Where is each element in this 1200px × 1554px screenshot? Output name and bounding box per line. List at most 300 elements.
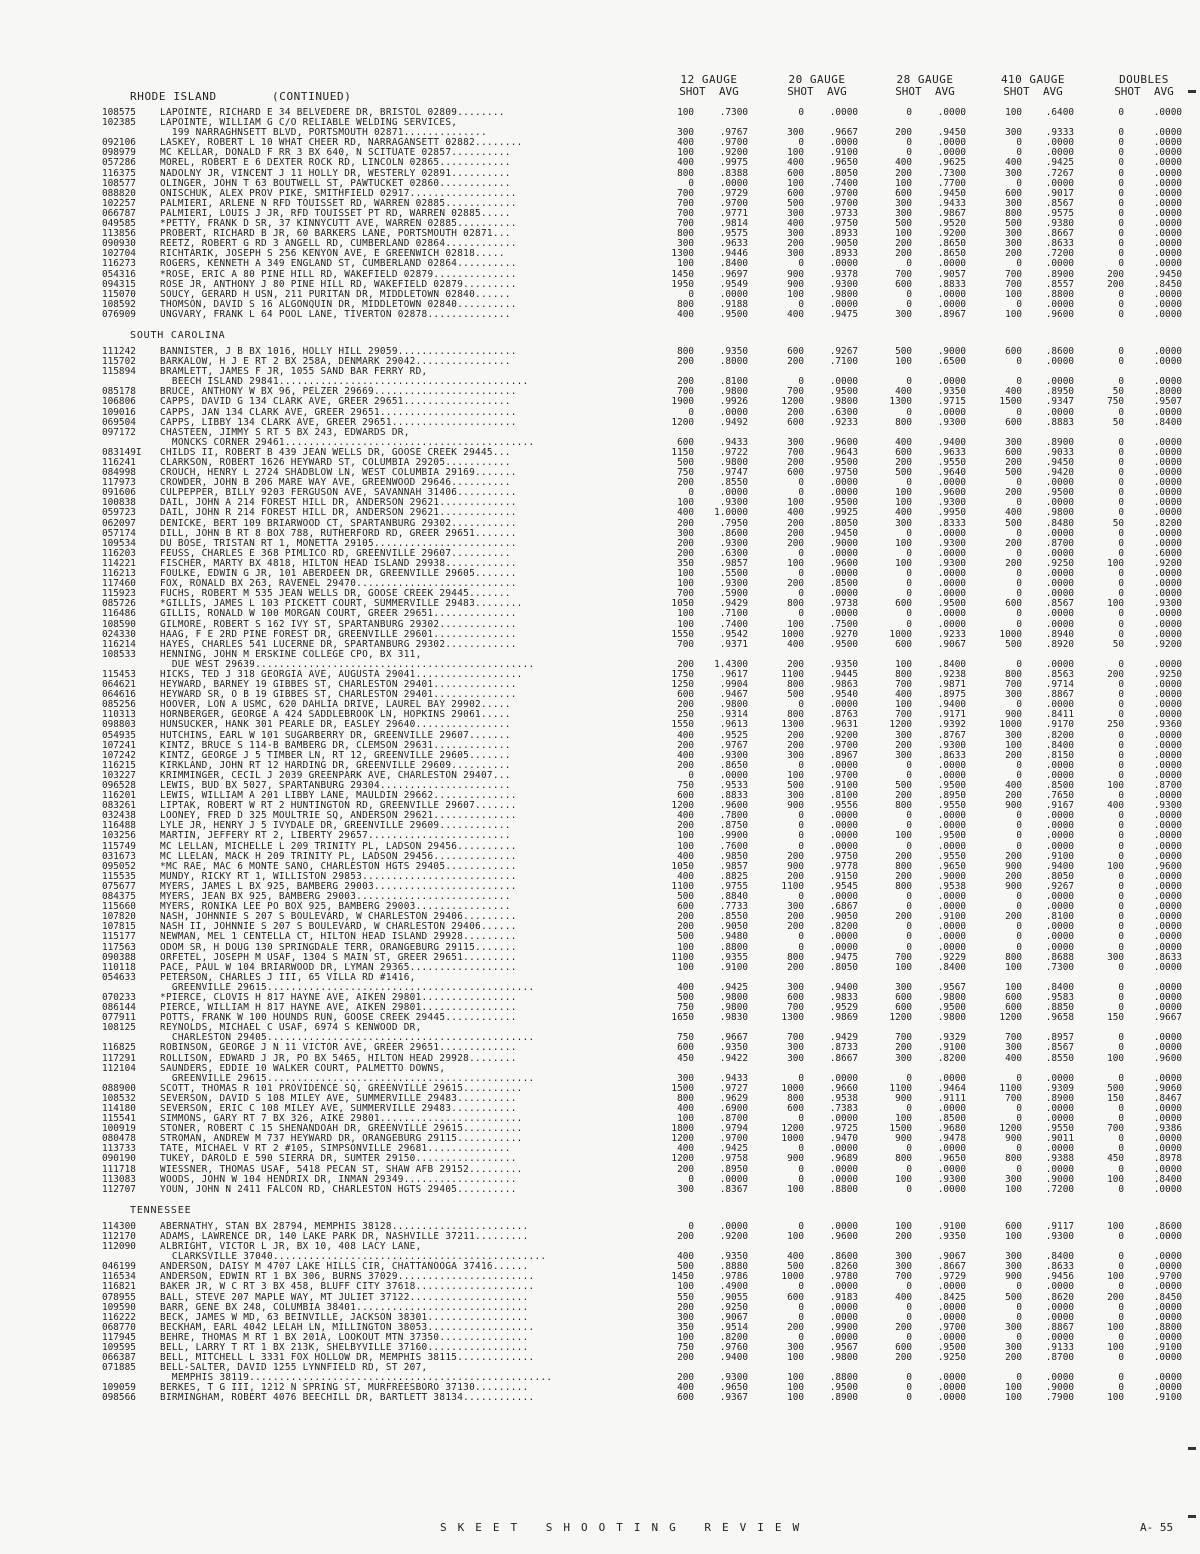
shot-410-gauge: 600 bbox=[1005, 345, 1022, 357]
shot-20-gauge: 0 bbox=[798, 258, 804, 270]
shot-doubles: 750 bbox=[1107, 396, 1124, 408]
avg-410-gauge: .0000 bbox=[1045, 147, 1074, 159]
avg-doubles: .0000 bbox=[1153, 991, 1182, 1003]
shot-doubles: 100 bbox=[1107, 780, 1124, 791]
shot-12-gauge: 400 bbox=[677, 1143, 694, 1155]
avg-410-gauge: .9000 bbox=[1045, 1382, 1074, 1394]
avg-410-gauge: .9425 bbox=[1045, 157, 1074, 169]
shot-12-gauge: 350 bbox=[677, 557, 694, 569]
shot-avg-label: SHOT AVG bbox=[679, 85, 739, 98]
avg-410-gauge: .0000 bbox=[1045, 1072, 1074, 1084]
avg-28-gauge: .0000 bbox=[937, 137, 966, 149]
shot-12-gauge: 500 bbox=[677, 891, 694, 903]
member-id: 109534 bbox=[102, 537, 136, 549]
avg-12-gauge: .9700 bbox=[719, 137, 748, 149]
shot-28-gauge: 0 bbox=[906, 1183, 912, 1195]
avg-12-gauge: .9355 bbox=[719, 951, 748, 963]
shot-28-gauge: 0 bbox=[906, 1382, 912, 1394]
member-name-address: LOONEY, FRED D 325 MOULTRIE SQ, ANDERSON 29621.............. bbox=[160, 811, 517, 822]
shot-28-gauge: 800 bbox=[895, 1153, 912, 1165]
shot-doubles: 150 bbox=[1107, 1012, 1124, 1024]
member-id: 100919 bbox=[102, 1123, 136, 1135]
avg-doubles: .8800 bbox=[1153, 1321, 1182, 1333]
shot-doubles: 0 bbox=[1118, 467, 1124, 479]
avg-20-gauge: .9475 bbox=[829, 951, 858, 963]
shot-doubles: 0 bbox=[1118, 376, 1124, 388]
member-id: 113083 bbox=[102, 1173, 136, 1185]
avg-28-gauge: .8500 bbox=[937, 1113, 966, 1125]
shot-doubles: 0 bbox=[1118, 177, 1124, 189]
shot-20-gauge: 200 bbox=[787, 961, 804, 973]
avg-410-gauge: .7267 bbox=[1045, 167, 1074, 179]
avg-doubles: .0000 bbox=[1153, 790, 1182, 802]
member-id: 116241 bbox=[102, 457, 136, 468]
shot-doubles: 0 bbox=[1118, 527, 1124, 539]
avg-doubles: .0000 bbox=[1153, 840, 1182, 852]
member-id: 108592 bbox=[102, 298, 136, 310]
shot-410-gauge: 300 bbox=[1005, 1251, 1022, 1263]
avg-28-gauge: .9650 bbox=[937, 1153, 966, 1165]
shot-28-gauge: 0 bbox=[906, 137, 912, 149]
avg-20-gauge: .9643 bbox=[829, 446, 858, 458]
avg-20-gauge: .9400 bbox=[829, 981, 858, 993]
member-id: 117291 bbox=[102, 1052, 136, 1064]
avg-410-gauge: .0000 bbox=[1045, 177, 1074, 189]
avg-doubles: .0000 bbox=[1153, 618, 1182, 630]
avg-doubles: .0000 bbox=[1153, 880, 1182, 892]
shot-doubles: 150 bbox=[1107, 1092, 1124, 1104]
shot-410-gauge: 600 bbox=[1005, 187, 1022, 199]
shot-12-gauge: 800 bbox=[677, 345, 694, 357]
avg-28-gauge: .9500 bbox=[937, 830, 966, 842]
shot-20-gauge: 100 bbox=[787, 557, 804, 569]
shot-12-gauge: 1900 bbox=[671, 396, 694, 408]
avg-410-gauge: .0000 bbox=[1045, 258, 1074, 270]
shot-avg-label: SHOT AVG bbox=[1114, 85, 1174, 98]
shot-20-gauge: 800 bbox=[787, 679, 804, 691]
shot-12-gauge: 250 bbox=[677, 709, 694, 721]
shot-410-gauge: 0 bbox=[1016, 608, 1022, 620]
shot-20-gauge: 400 bbox=[787, 157, 804, 169]
shot-410-gauge: 900 bbox=[1005, 800, 1022, 812]
member-id: 068770 bbox=[102, 1321, 136, 1333]
shot-20-gauge: 0 bbox=[798, 477, 804, 489]
avg-12-gauge: .9771 bbox=[719, 207, 748, 219]
shot-28-gauge: 400 bbox=[895, 689, 912, 701]
shot-doubles: 0 bbox=[1118, 739, 1124, 751]
member-name-address: SIMMONS, GARY RT 7 BX 326, AIKE 29801........................ bbox=[160, 1114, 523, 1125]
avg-12-gauge: .9314 bbox=[719, 709, 748, 721]
member-id: 115923 bbox=[102, 588, 136, 600]
avg-28-gauge: .0000 bbox=[937, 941, 966, 953]
avg-410-gauge: .8557 bbox=[1045, 278, 1074, 290]
avg-20-gauge: .0000 bbox=[829, 258, 858, 270]
avg-doubles: .0000 bbox=[1153, 1163, 1182, 1175]
shot-410-gauge: 0 bbox=[1016, 1072, 1022, 1084]
member-name-address: DENICKE, BERT 109 BRIARWOOD CT, SPARTANBURG 29302........... bbox=[160, 518, 517, 529]
column-header-28-gauge bbox=[880, 74, 970, 98]
shot-12-gauge: 100 bbox=[677, 147, 694, 159]
avg-20-gauge: .0000 bbox=[829, 547, 858, 559]
avg-doubles: .0000 bbox=[1153, 207, 1182, 219]
member-name-address: LEWIS, BUD BX 5027, SPARTANBURG 29304...................... bbox=[160, 781, 511, 791]
avg-doubles: .0000 bbox=[1153, 345, 1182, 357]
member-name-address: OLINGER, JOHN T 63 BOUTWELL ST, PAWTUCKET 02860............ bbox=[160, 178, 511, 189]
shot-410-gauge: 0 bbox=[1016, 769, 1022, 781]
shot-410-gauge: 400 bbox=[1005, 780, 1022, 791]
avg-12-gauge: .8600 bbox=[719, 527, 748, 539]
shot-20-gauge: 0 bbox=[798, 1143, 804, 1155]
avg-410-gauge: .0000 bbox=[1045, 547, 1074, 559]
avg-28-gauge: .9520 bbox=[937, 218, 966, 230]
shot-20-gauge: 600 bbox=[787, 1291, 804, 1303]
shot-28-gauge: 600 bbox=[895, 278, 912, 290]
avg-28-gauge: .9229 bbox=[937, 951, 966, 963]
shot-20-gauge: 200 bbox=[787, 850, 804, 862]
avg-12-gauge: .9786 bbox=[719, 1271, 748, 1283]
avg-20-gauge: .9631 bbox=[829, 719, 858, 731]
shot-410-gauge: 1100 bbox=[999, 1082, 1022, 1094]
avg-12-gauge: .9729 bbox=[719, 187, 748, 199]
avg-410-gauge: .9450 bbox=[1045, 457, 1074, 468]
avg-410-gauge: .8700 bbox=[1045, 1352, 1074, 1364]
avg-28-gauge: .9500 bbox=[937, 1341, 966, 1353]
shot-20-gauge: 600 bbox=[787, 167, 804, 179]
member-name-address: STONER, ROBERT C 15 SHENANDOAH DR, GREENVILLE 29615.......... bbox=[160, 1124, 523, 1135]
shot-doubles: 0 bbox=[1118, 1301, 1124, 1313]
avg-28-gauge: .9550 bbox=[937, 457, 966, 468]
member-name-address: BECK, JAMES W MD, 63 BEINVILLE, JACKSON 38301................. bbox=[160, 1312, 529, 1323]
avg-12-gauge: .9857 bbox=[719, 557, 748, 569]
avg-410-gauge: .8667 bbox=[1045, 228, 1074, 240]
table-row bbox=[0, 1282, 1200, 1292]
shot-410-gauge: 0 bbox=[1016, 820, 1022, 832]
shot-20-gauge: 700 bbox=[787, 446, 804, 458]
member-id: 116375 bbox=[102, 167, 136, 179]
table-row bbox=[0, 932, 1200, 942]
shot-28-gauge: 600 bbox=[895, 446, 912, 458]
shot-28-gauge: 1200 bbox=[889, 1012, 912, 1024]
shot-20-gauge: 200 bbox=[787, 729, 804, 741]
member-id: 069504 bbox=[102, 416, 136, 428]
shot-doubles: 0 bbox=[1118, 1331, 1124, 1343]
avg-410-gauge: .9333 bbox=[1045, 127, 1074, 139]
shot-20-gauge: 200 bbox=[787, 658, 804, 670]
avg-28-gauge: .0000 bbox=[937, 288, 966, 300]
avg-12-gauge: .9794 bbox=[719, 1123, 748, 1135]
member-name-address: BELL, MITCHELL L 3331 FOX HOLLOW DR, MEMPHIS 38115............. bbox=[160, 1353, 535, 1364]
avg-12-gauge: .9350 bbox=[719, 1251, 748, 1263]
avg-doubles: .0000 bbox=[1153, 1382, 1182, 1394]
avg-12-gauge: .9055 bbox=[719, 1291, 748, 1303]
member-id: 076909 bbox=[102, 308, 136, 320]
shot-doubles: 0 bbox=[1118, 961, 1124, 973]
avg-doubles: .8450 bbox=[1153, 278, 1182, 290]
shot-28-gauge: 0 bbox=[906, 941, 912, 953]
shot-doubles: 0 bbox=[1118, 1251, 1124, 1263]
shot-doubles: 0 bbox=[1118, 991, 1124, 1003]
shot-410-gauge: 300 bbox=[1005, 127, 1022, 139]
avg-410-gauge: .8050 bbox=[1045, 870, 1074, 882]
shot-doubles: 0 bbox=[1118, 238, 1124, 250]
avg-doubles: .0000 bbox=[1153, 107, 1182, 118]
shot-410-gauge: 1000 bbox=[999, 628, 1022, 640]
shot-28-gauge: 100 bbox=[895, 658, 912, 670]
avg-20-gauge: .9800 bbox=[829, 288, 858, 300]
avg-20-gauge: .0000 bbox=[829, 1143, 858, 1155]
avg-doubles: .0000 bbox=[1153, 457, 1182, 468]
member-id: 117460 bbox=[102, 578, 136, 590]
shot-20-gauge: 1000 bbox=[781, 1133, 804, 1145]
shot-28-gauge: 0 bbox=[906, 901, 912, 913]
avg-20-gauge: .8667 bbox=[829, 1052, 858, 1064]
shot-410-gauge: 0 bbox=[1016, 901, 1022, 913]
avg-12-gauge: .8833 bbox=[719, 790, 748, 802]
avg-12-gauge: .0000 bbox=[719, 1173, 748, 1185]
avg-410-gauge: .0000 bbox=[1045, 941, 1074, 953]
shot-410-gauge: 0 bbox=[1016, 1113, 1022, 1125]
shot-doubles: 0 bbox=[1118, 207, 1124, 219]
shot-doubles: 0 bbox=[1118, 1042, 1124, 1054]
shot-doubles: 0 bbox=[1118, 981, 1124, 993]
shot-12-gauge: 1200 bbox=[671, 800, 694, 812]
avg-20-gauge: .9378 bbox=[829, 268, 858, 280]
avg-doubles: .0000 bbox=[1153, 891, 1182, 903]
member-name-address: ROSE JR, ANTHONY J 80 PINE HILL RD, WAKEFIELD 02879......... bbox=[160, 279, 517, 290]
shot-20-gauge: 800 bbox=[787, 598, 804, 610]
avg-20-gauge: .9470 bbox=[829, 1133, 858, 1145]
member-id: 088820 bbox=[102, 187, 136, 199]
member-name-address: CULPEPPER, BILLY 9203 FERGUSON AVE, SAVANNAH 31406.......... bbox=[160, 488, 517, 499]
avg-12-gauge: .6300 bbox=[719, 547, 748, 559]
avg-410-gauge: .0000 bbox=[1045, 759, 1074, 771]
member-id: 112707 bbox=[102, 1183, 136, 1195]
shot-20-gauge: 0 bbox=[798, 1220, 804, 1232]
shot-28-gauge: 300 bbox=[895, 308, 912, 320]
avg-12-gauge: .8650 bbox=[719, 759, 748, 771]
member-name-address: CROWDER, JOHN B 206 MARE WAY AVE, GREENWOOD 29646.......... bbox=[160, 478, 511, 489]
avg-28-gauge: .9100 bbox=[937, 1042, 966, 1054]
shot-12-gauge: 1050 bbox=[671, 598, 694, 610]
shot-doubles: 100 bbox=[1107, 1341, 1124, 1353]
shot-doubles: 0 bbox=[1118, 345, 1124, 357]
shot-410-gauge: 0 bbox=[1016, 406, 1022, 418]
shot-410-gauge: 600 bbox=[1005, 598, 1022, 610]
avg-20-gauge: .0000 bbox=[829, 1331, 858, 1343]
member-id: 071885 bbox=[102, 1362, 136, 1374]
state-section-heading bbox=[0, 1200, 1200, 1222]
member-name-address: BIRMINGHAM, ROBERT 4076 BEECHILL DR, BARTLETT 38134............ bbox=[160, 1393, 535, 1404]
shot-12-gauge: 200 bbox=[677, 537, 694, 549]
shot-28-gauge: 0 bbox=[906, 298, 912, 310]
shot-12-gauge: 1450 bbox=[671, 1271, 694, 1283]
avg-doubles: .0000 bbox=[1153, 137, 1182, 149]
shot-20-gauge: 300 bbox=[787, 207, 804, 219]
shot-410-gauge: 200 bbox=[1005, 870, 1022, 882]
avg-28-gauge: .8400 bbox=[937, 658, 966, 670]
avg-doubles: .9507 bbox=[1153, 396, 1182, 408]
avg-28-gauge: .0000 bbox=[937, 1163, 966, 1175]
member-name-address: RICHTARIK, JOSEPH S 256 KENYON AVE, E GREENWICH 02818..... bbox=[160, 249, 505, 260]
member-name-address: DAIL, JOHN R 214 FOREST HILL DR, ANDERSON 29621............. bbox=[160, 508, 517, 519]
member-name-address: CHASTEEN, JIMMY S RT 5 BX 243, EDWARDS DR, bbox=[160, 427, 410, 438]
shot-410-gauge: 200 bbox=[1005, 911, 1022, 923]
shot-410-gauge: 300 bbox=[1005, 1341, 1022, 1353]
shot-doubles: 0 bbox=[1118, 618, 1124, 630]
shot-20-gauge: 1200 bbox=[781, 1123, 804, 1135]
member-name-address: YOUN, JOHN N 2411 FALCON RD, CHARLESTON HGTS 29405.......... bbox=[160, 1184, 517, 1195]
avg-410-gauge: .9600 bbox=[1045, 308, 1074, 320]
shot-28-gauge: 800 bbox=[895, 416, 912, 428]
shot-doubles: 0 bbox=[1118, 790, 1124, 802]
member-name-address: KRIMMINGER, CECIL J 2039 GREENPARK AVE, CHARLESTON 29407... bbox=[160, 770, 511, 781]
avg-28-gauge: .9640 bbox=[937, 467, 966, 479]
avg-20-gauge: .9700 bbox=[829, 187, 858, 199]
shot-doubles: 450 bbox=[1107, 1153, 1124, 1165]
shot-28-gauge: 400 bbox=[895, 386, 912, 398]
avg-28-gauge: .8975 bbox=[937, 689, 966, 701]
avg-20-gauge: .0000 bbox=[829, 830, 858, 842]
shot-28-gauge: 100 bbox=[895, 228, 912, 240]
shot-410-gauge: 700 bbox=[1005, 679, 1022, 691]
member-name-address: FOULKE, EDWIN G JR, 101 ABERDEEN DR, GREENVILLE 29605....... bbox=[160, 569, 517, 580]
avg-20-gauge: .0000 bbox=[829, 1220, 858, 1232]
avg-12-gauge: .9667 bbox=[719, 1032, 748, 1044]
avg-12-gauge: .9549 bbox=[719, 278, 748, 290]
avg-20-gauge: .0000 bbox=[829, 137, 858, 149]
member-name-address: NASH, JOHNNIE S 207 S BOULEVARD, W CHARLESTON 29406......... bbox=[160, 912, 517, 923]
page-number: A- 55 bbox=[1140, 1521, 1174, 1534]
avg-28-gauge: .9715 bbox=[937, 396, 966, 408]
shot-28-gauge: 600 bbox=[895, 991, 912, 1003]
shot-410-gauge: 200 bbox=[1005, 457, 1022, 468]
avg-12-gauge: .9800 bbox=[719, 457, 748, 468]
avg-28-gauge: .9100 bbox=[937, 1220, 966, 1232]
shot-doubles: 0 bbox=[1118, 870, 1124, 882]
shot-20-gauge: 0 bbox=[798, 487, 804, 499]
gauge-label: 12 GAUGE bbox=[680, 73, 738, 86]
shot-doubles: 0 bbox=[1118, 658, 1124, 670]
shot-12-gauge: 200 bbox=[677, 759, 694, 771]
avg-12-gauge: .9633 bbox=[719, 238, 748, 250]
avg-20-gauge: .0000 bbox=[829, 1301, 858, 1313]
shot-12-gauge: 400 bbox=[677, 870, 694, 882]
avg-doubles: .8700 bbox=[1153, 780, 1182, 791]
avg-28-gauge: .0000 bbox=[937, 840, 966, 852]
avg-28-gauge: .8400 bbox=[937, 961, 966, 973]
member-name-address: POTTS, FRANK W 100 HOUNDS RUN, GOOSE CREEK 29445............ bbox=[160, 1013, 517, 1024]
avg-20-gauge: .0000 bbox=[829, 298, 858, 310]
avg-20-gauge: .9863 bbox=[829, 679, 858, 691]
shot-410-gauge: 1200 bbox=[999, 1123, 1022, 1135]
member-name-address: HOOVER, LON A USMC, 620 DAHLIA DRIVE, LAUREL BAY 29902..... bbox=[160, 700, 511, 711]
shot-20-gauge: 100 bbox=[787, 147, 804, 159]
avg-12-gauge: .5900 bbox=[719, 588, 748, 600]
member-name-address: BELL, LARRY T RT 1 BX 213K, SHELBYVILLE 37160................. bbox=[160, 1342, 529, 1353]
avg-12-gauge: .9100 bbox=[719, 961, 748, 973]
avg-410-gauge: .0000 bbox=[1045, 1331, 1074, 1343]
member-id: 057286 bbox=[102, 157, 136, 169]
avg-28-gauge: .9867 bbox=[937, 207, 966, 219]
shot-12-gauge: 400 bbox=[677, 308, 694, 320]
shot-410-gauge: 700 bbox=[1005, 1032, 1022, 1044]
avg-doubles: .9200 bbox=[1153, 557, 1182, 569]
shot-28-gauge: 800 bbox=[895, 668, 912, 680]
avg-20-gauge: .9778 bbox=[829, 860, 858, 872]
avg-12-gauge: .9367 bbox=[719, 1392, 748, 1404]
avg-doubles: .0000 bbox=[1153, 1301, 1182, 1313]
member-name-address: MONCKS CORNER 29461.......................................... bbox=[160, 437, 535, 448]
shot-doubles: 0 bbox=[1118, 1163, 1124, 1175]
member-name-address: BARR, GENE BX 248, COLUMBIA 38401............................. bbox=[160, 1302, 529, 1313]
avg-20-gauge: .0000 bbox=[829, 1163, 858, 1175]
avg-12-gauge: 1.4300 bbox=[714, 658, 748, 670]
avg-12-gauge: .9300 bbox=[719, 497, 748, 509]
member-id: 116214 bbox=[102, 638, 136, 650]
avg-410-gauge: .8400 bbox=[1045, 1251, 1074, 1263]
avg-28-gauge: .9171 bbox=[937, 709, 966, 721]
shot-12-gauge: 1200 bbox=[671, 1153, 694, 1165]
member-name-address: PALMIERI, LOUIS J JR, RFD TOUISSET PT RD, WARREN 02885..... bbox=[160, 208, 511, 219]
shot-20-gauge: 1000 bbox=[781, 1271, 804, 1283]
avg-12-gauge: .9800 bbox=[719, 699, 748, 711]
member-id: 024330 bbox=[102, 628, 136, 640]
shot-doubles: 50 bbox=[1112, 638, 1124, 650]
avg-20-gauge: .9150 bbox=[829, 870, 858, 882]
member-id: 116825 bbox=[102, 1042, 136, 1054]
member-id: 054935 bbox=[102, 729, 136, 741]
avg-410-gauge: .8500 bbox=[1045, 780, 1074, 791]
avg-doubles: .0000 bbox=[1153, 1042, 1182, 1054]
avg-12-gauge: .9747 bbox=[719, 467, 748, 479]
member-id: 085726 bbox=[102, 598, 136, 610]
continued-label: (CONTINUED) bbox=[272, 90, 352, 103]
shot-20-gauge: 800 bbox=[787, 1092, 804, 1104]
shot-doubles: 0 bbox=[1118, 1113, 1124, 1125]
avg-12-gauge: .4900 bbox=[719, 1281, 748, 1293]
avg-doubles: .0000 bbox=[1153, 628, 1182, 640]
shot-410-gauge: 300 bbox=[1005, 197, 1022, 209]
avg-12-gauge: .9926 bbox=[719, 396, 748, 408]
avg-doubles: .0000 bbox=[1153, 658, 1182, 670]
member-name-address: GILLIS, RONALD W 100 MORGAN COURT, GREER 29651.............. bbox=[160, 609, 517, 620]
avg-28-gauge: .9000 bbox=[937, 870, 966, 882]
shot-28-gauge: 0 bbox=[906, 578, 912, 590]
shot-28-gauge: 300 bbox=[895, 981, 912, 993]
avg-doubles: .0000 bbox=[1153, 1133, 1182, 1145]
shot-doubles: 0 bbox=[1118, 941, 1124, 953]
avg-doubles: .0000 bbox=[1153, 870, 1182, 882]
avg-28-gauge: .0000 bbox=[937, 1372, 966, 1384]
shot-20-gauge: 900 bbox=[787, 278, 804, 290]
shot-doubles: 300 bbox=[1107, 951, 1124, 963]
avg-28-gauge: .9111 bbox=[937, 1092, 966, 1104]
member-name-address: FUCHS, ROBERT M 535 JEAN WELLS DR, GOOSE CREEK 29445....... bbox=[160, 589, 511, 600]
member-name-address: NADOLNY JR, VINCENT J 11 HOLLY DR, WESTERLY 02891.......... bbox=[160, 168, 511, 179]
shot-410-gauge: 200 bbox=[1005, 248, 1022, 260]
shot-doubles: 0 bbox=[1118, 228, 1124, 240]
shot-doubles: 100 bbox=[1107, 557, 1124, 569]
member-id: 115535 bbox=[102, 870, 136, 882]
shot-410-gauge: 200 bbox=[1005, 790, 1022, 802]
gauge-label: 20 GAUGE bbox=[788, 73, 846, 86]
member-name-address: BERKES, T G III, 1212 N SPRING ST, MURFREESBORO 37130......... bbox=[160, 1383, 529, 1394]
avg-28-gauge: .0000 bbox=[937, 608, 966, 620]
avg-doubles: .0000 bbox=[1153, 147, 1182, 159]
member-id: 054633 bbox=[102, 971, 136, 983]
member-id: 112170 bbox=[102, 1230, 136, 1242]
shot-doubles: 100 bbox=[1107, 1052, 1124, 1064]
